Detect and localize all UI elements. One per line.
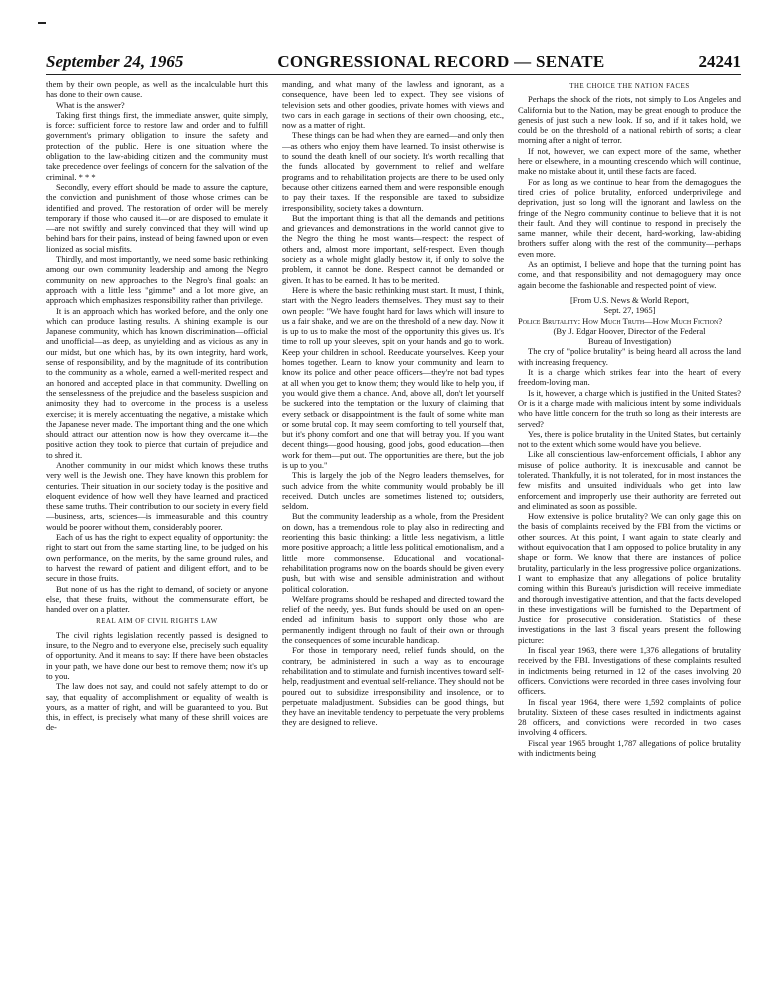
paragraph: For those in temporary need, relief funds should, on the contrary, be administered in such a way as to encourage rehabilitation and to stimulate and furnish incentives toward self-help, readjustment and eventual self-reliance. They should not be poured out to subsidize irresponsibility and insolence, or to perpetuate maladjustment. Subsidies can be good things, but they have an inevitable tendency to perpetuate the very problems they are designed to relieve.	[282, 645, 504, 728]
paragraph: It is a charge which strikes fear into the heart of every freedom-loving man.	[518, 367, 741, 388]
paragraph: If not, however, we can expect more of the same, whether here or elsewhere, in a mounting crescendo which will continue, make no mistake about it, until these facts are faced.	[518, 145, 741, 177]
paragraph: Each of us has the right to expect equality of opportunity: the right to start out from the same starting line, to be judged on his own performance, on the merits, by the same ground rules, and to harvest the reward of patient and diligent effort, and to be secure in those fruits.	[46, 532, 268, 584]
header-title: CONGRESSIONAL RECORD — SENATE	[277, 52, 605, 71]
paragraph: The cry of "police brutality" is being heard all across the land with increasing frequency.	[518, 346, 741, 367]
paragraph: Like all conscientious law-enforcement officials, I abhor any misuse of police authority. It is inexcusable and cannot be tolerated. Thankfully, it is not tolerated, for in most instances the few misfits and unsuited individuals who get into law enforcement and improperly use their authority are ferreted out and eliminated as soon as possible.	[518, 449, 741, 511]
paragraph: How extensive is police brutality? We can only gage this on the basis of complaints received by the FBI from the victims or other sources. At this point, I want again to state clearly and without equivocation that I am opposed to police brutality in any shape or form. We know that there are instances of police brutality, particularly in the less progressive police organizations. I want to emphasize that any allegations of police brutality coming within this Bureau's jurisdiction will receive immediate and thorough investigative attention, and that the facts developed in these investigations will be furnished to the Department of Justice for prosecutive consideration. Statistics of these investigations in the last 3 fiscal years present the following picture:	[518, 511, 741, 645]
paragraph: These things can be had when they are earned—and only then—as others who enjoy them have learned. To insist otherwise is to sound the death knell of our society. It's worth recalling that the funds allocated by government to relief and welfare programs and to rehabilitation projects are there to be used only because other citizens earned them and were responsible enough to pay their taxes. If the responsible are taxed to subsidize irresponsibility, society takes a downturn.	[282, 130, 504, 213]
paragraph: Fiscal year 1965 brought 1,787 allegations of police brutality with indictments being	[518, 737, 741, 758]
section-heading: THE CHOICE THE NATION FACES	[569, 83, 690, 90]
source-line: [From U.S. News & World Report,	[569, 294, 690, 305]
header-rule	[46, 74, 741, 75]
paragraph: What is the answer?	[56, 99, 125, 110]
section-heading: REAL AIM OF CIVIL RIGHTS LAW	[96, 618, 218, 626]
paragraph: manding, and what many of the lawless and ignorant, as a consequence, have been led to expect. They see visions of television sets and other goodies, private homes with views and two cars in each garage in sections of their own choosing, etc., now as a matter of right.	[282, 79, 504, 131]
article-title: Police Brutality: How Much Truth—How Much Fiction?	[518, 315, 723, 326]
page-header	[46, 52, 741, 76]
paragraph: Welfare programs should be reshaped and directed toward the relief of the needy, yes. But funds should be used on an open-ended ad infinitum basis to support only those who are permanently indigent through no fault of their own or through the consequences of some incurable handicap.	[282, 593, 504, 646]
paragraph: Secondly, every effort should be made to assure the capture, the conviction and punishment of those whose crimes can be identified and proved. The restoration of order will be merely temporary if those who caused it—or are disposed to emulate it—are not swiftly and surely convinced that they will wind up behind bars for their pains, instead of being fawned upon or even lionized as social misfits.	[46, 181, 268, 254]
paragraph: Thirdly, and most importantly, we need some basic rethinking among our own community leadership and among the Negro community on new approaches to the Negro's final goals: an approach with a little less "gimme" and a lot more give, an approach which emphasizes responsibility rather than privilege.	[46, 254, 268, 306]
paragraph: As an optimist, I believe and hope that the turning point has come, and that responsibility and not demagoguery may once again become the fashionable and respected point of view.	[518, 259, 741, 290]
column-1	[46, 79, 268, 981]
paragraph: them by their own people, as well as the incalculable hurt this has done to their own cause.	[46, 79, 268, 100]
paragraph: The law does not say, and could not safely attempt to do or say, that equality of accomplishment or equality of wealth is yours, as a matter of right, and will be guaranteed to you. But this, in effect, is precisely what many of these shrill voices are de-	[46, 681, 268, 733]
paragraph: Perhaps the shock of the riots, not simply to Los Angeles and California but to the Nation, may be great enough to produce the genesis of just such a new look. If so, and if it takes hold, we could be on the threshold of a national rebirth of sorts; a clear morning after a night of terror.	[518, 94, 741, 146]
column-2	[282, 79, 504, 981]
paragraph: Here is where the basic rethinking must start. It must, I think, start with the Negro leaders themselves. They must say to their own people: "We have fought hard for laws which will insure to us a fair shake, and we are on the threshold of a new day. Now it is up to us to make the most of the opportunity this gives us. It's time to roll up your sleeves, spit on your hands and go to work. Keep your children in school. Reeducate yourselves. Keep your homes together. Learn to know your community and learn to know its police and other peace officers—they're not bad types at all when you get to know them; they would like to help you, if you would give them a chance. And, above all, don't let yourself be suckered into the temptation or the luxury of claiming that every setback or disappointment is the fault of some white man or some brutal cop. It may seem comforting to tell yourself that, but it's phony comfort and one that will betray you. If you want decent things—good housing, good jobs, good education—then work for them—put out. The opportunities are there, but the job is up to you."	[282, 284, 504, 470]
paragraph: Yes, there is police brutality in the United States, but certainly not to the extent which some would have you believe.	[518, 428, 741, 450]
byline: Bureau of Investigation)	[587, 336, 672, 347]
text-columns	[46, 79, 741, 981]
paragraph: But none of us has the right to demand, of society or anyone else, that these fruits, without the commensurate effort, be handed over on a platter.	[46, 583, 268, 615]
byline: (By J. Edgar Hoover, Director of the Federal	[553, 325, 706, 336]
source-line: Sept. 27, 1965]	[603, 305, 656, 316]
paragraph: In fiscal year 1963, there were 1,376 allegations of brutality received by the FBI. Investigations of these complaints resulted in indictments being returned in 12 of the cases involving 20 officers. Convictions were recorded in three cases involving four officers.	[518, 645, 741, 697]
header-page-number: 24241	[698, 52, 741, 71]
paragraph: But the important thing is that all the demands and petitions and grievances and demonstrations in the world cannot give to the Negro the thing he most wants—respect: the respect of others and, almost more important, self-respect. Even though society as a whole might gladly bestow it, if only to solve the problem, it cannot be done. Respect cannot be demanded or given. It has to be earned. It has to be merited.	[282, 212, 504, 285]
paragraph: This is largely the job of the Negro leaders themselves, for such advice from the white community would probably be ill received. Dutch uncles are sometimes listened to; outsiders, seldom.	[282, 470, 504, 512]
paragraph: But the community leadership as a whole, from the President on down, has a tremendous role to play also in redirecting and reorienting this basic thinking: a little less negativism, a little more positive approach; a little less political emotionalism, and a little more commonsense. Educational and vocational-rehabilitation programs now on the boards should be given every push, but with wise and sensible administration and without political coloration.	[282, 511, 504, 594]
paragraph: Another community in our midst which knows these truths very well is the Jewish one. They have known this problem for centuries. Their situation in our society today is the positive and eloquent evidence of how well they have learned and practiced these same truths. Their contribution to our society in every field—business, arts, sciences—is immeasurable and this country would be poorer without them, considerably poorer.	[46, 459, 268, 532]
column-3	[518, 79, 741, 981]
paragraph: In fiscal year 1964, there were 1,592 complaints of police brutality. Sixteen of these cases resulted in indictments against 28 officers, and convictions were recorded in two cases involving 4 officers.	[518, 696, 741, 738]
paragraph: It is an approach which has worked before, and the only one which can produce lasting results. A shining example is our Japanese community, which has known discrimination—official and unofficial—as deep, as unyielding and as vicious as any in our midst, but one which has, by its own integrity, hard work, sense of responsibility, and by the magnitude of its contribution to the community as a whole, earned a well-merited respect and an honored and accepted place in that community. Dwelling on the senselessness of the prejudice and the baseless suspicion and animosity they had to overcome in the process is a useless exercise; it is merely accentuating the negative, a mistake which the Japanese never made. The important thing and the one which should attract our attention now is how they overcame it—the positive action they took to pierce that curtain of prejudice and to shred it.	[46, 305, 268, 460]
paragraph: Is it, however, a charge which is justified in the United States? Or is it a charge made with malicious intent by some individuals who have little concern for the truth so long as their interests are served?	[518, 387, 741, 429]
margin-mark	[38, 22, 46, 24]
paragraph: For as long as we continue to hear from the demagogues the tired cries of police brutality, enforced underprivilege and deprivation, just so long will the ignorant and lawless on the fringe of the Negro community continue to believe that it is not their fault. And they will continue to respond in precisely the same manner, while their decent, hard-working, law-abiding brothers suffer along with the rest of the community—perhaps even more.	[518, 176, 741, 259]
paragraph: The civil rights legislation recently passed is designed to insure, to the Negro and to everyone else, precisely such equality of opportunity. And it means to say: If there have been obstacles in your path, we have done our best to remove them; now it's up to you.	[46, 629, 268, 681]
header-date: September 24, 1965	[46, 52, 184, 71]
paragraph: Taking first things first, the immediate answer, quite simply, is force: sufficient force to restore law and order and to fulfill government's primary obligation to insure the safety and protection of the public. Here is one situation where the obligation to the law-abiding citizen and the community must take precedence over feelings of concern for the salvation of the criminal. * * *	[46, 109, 268, 182]
